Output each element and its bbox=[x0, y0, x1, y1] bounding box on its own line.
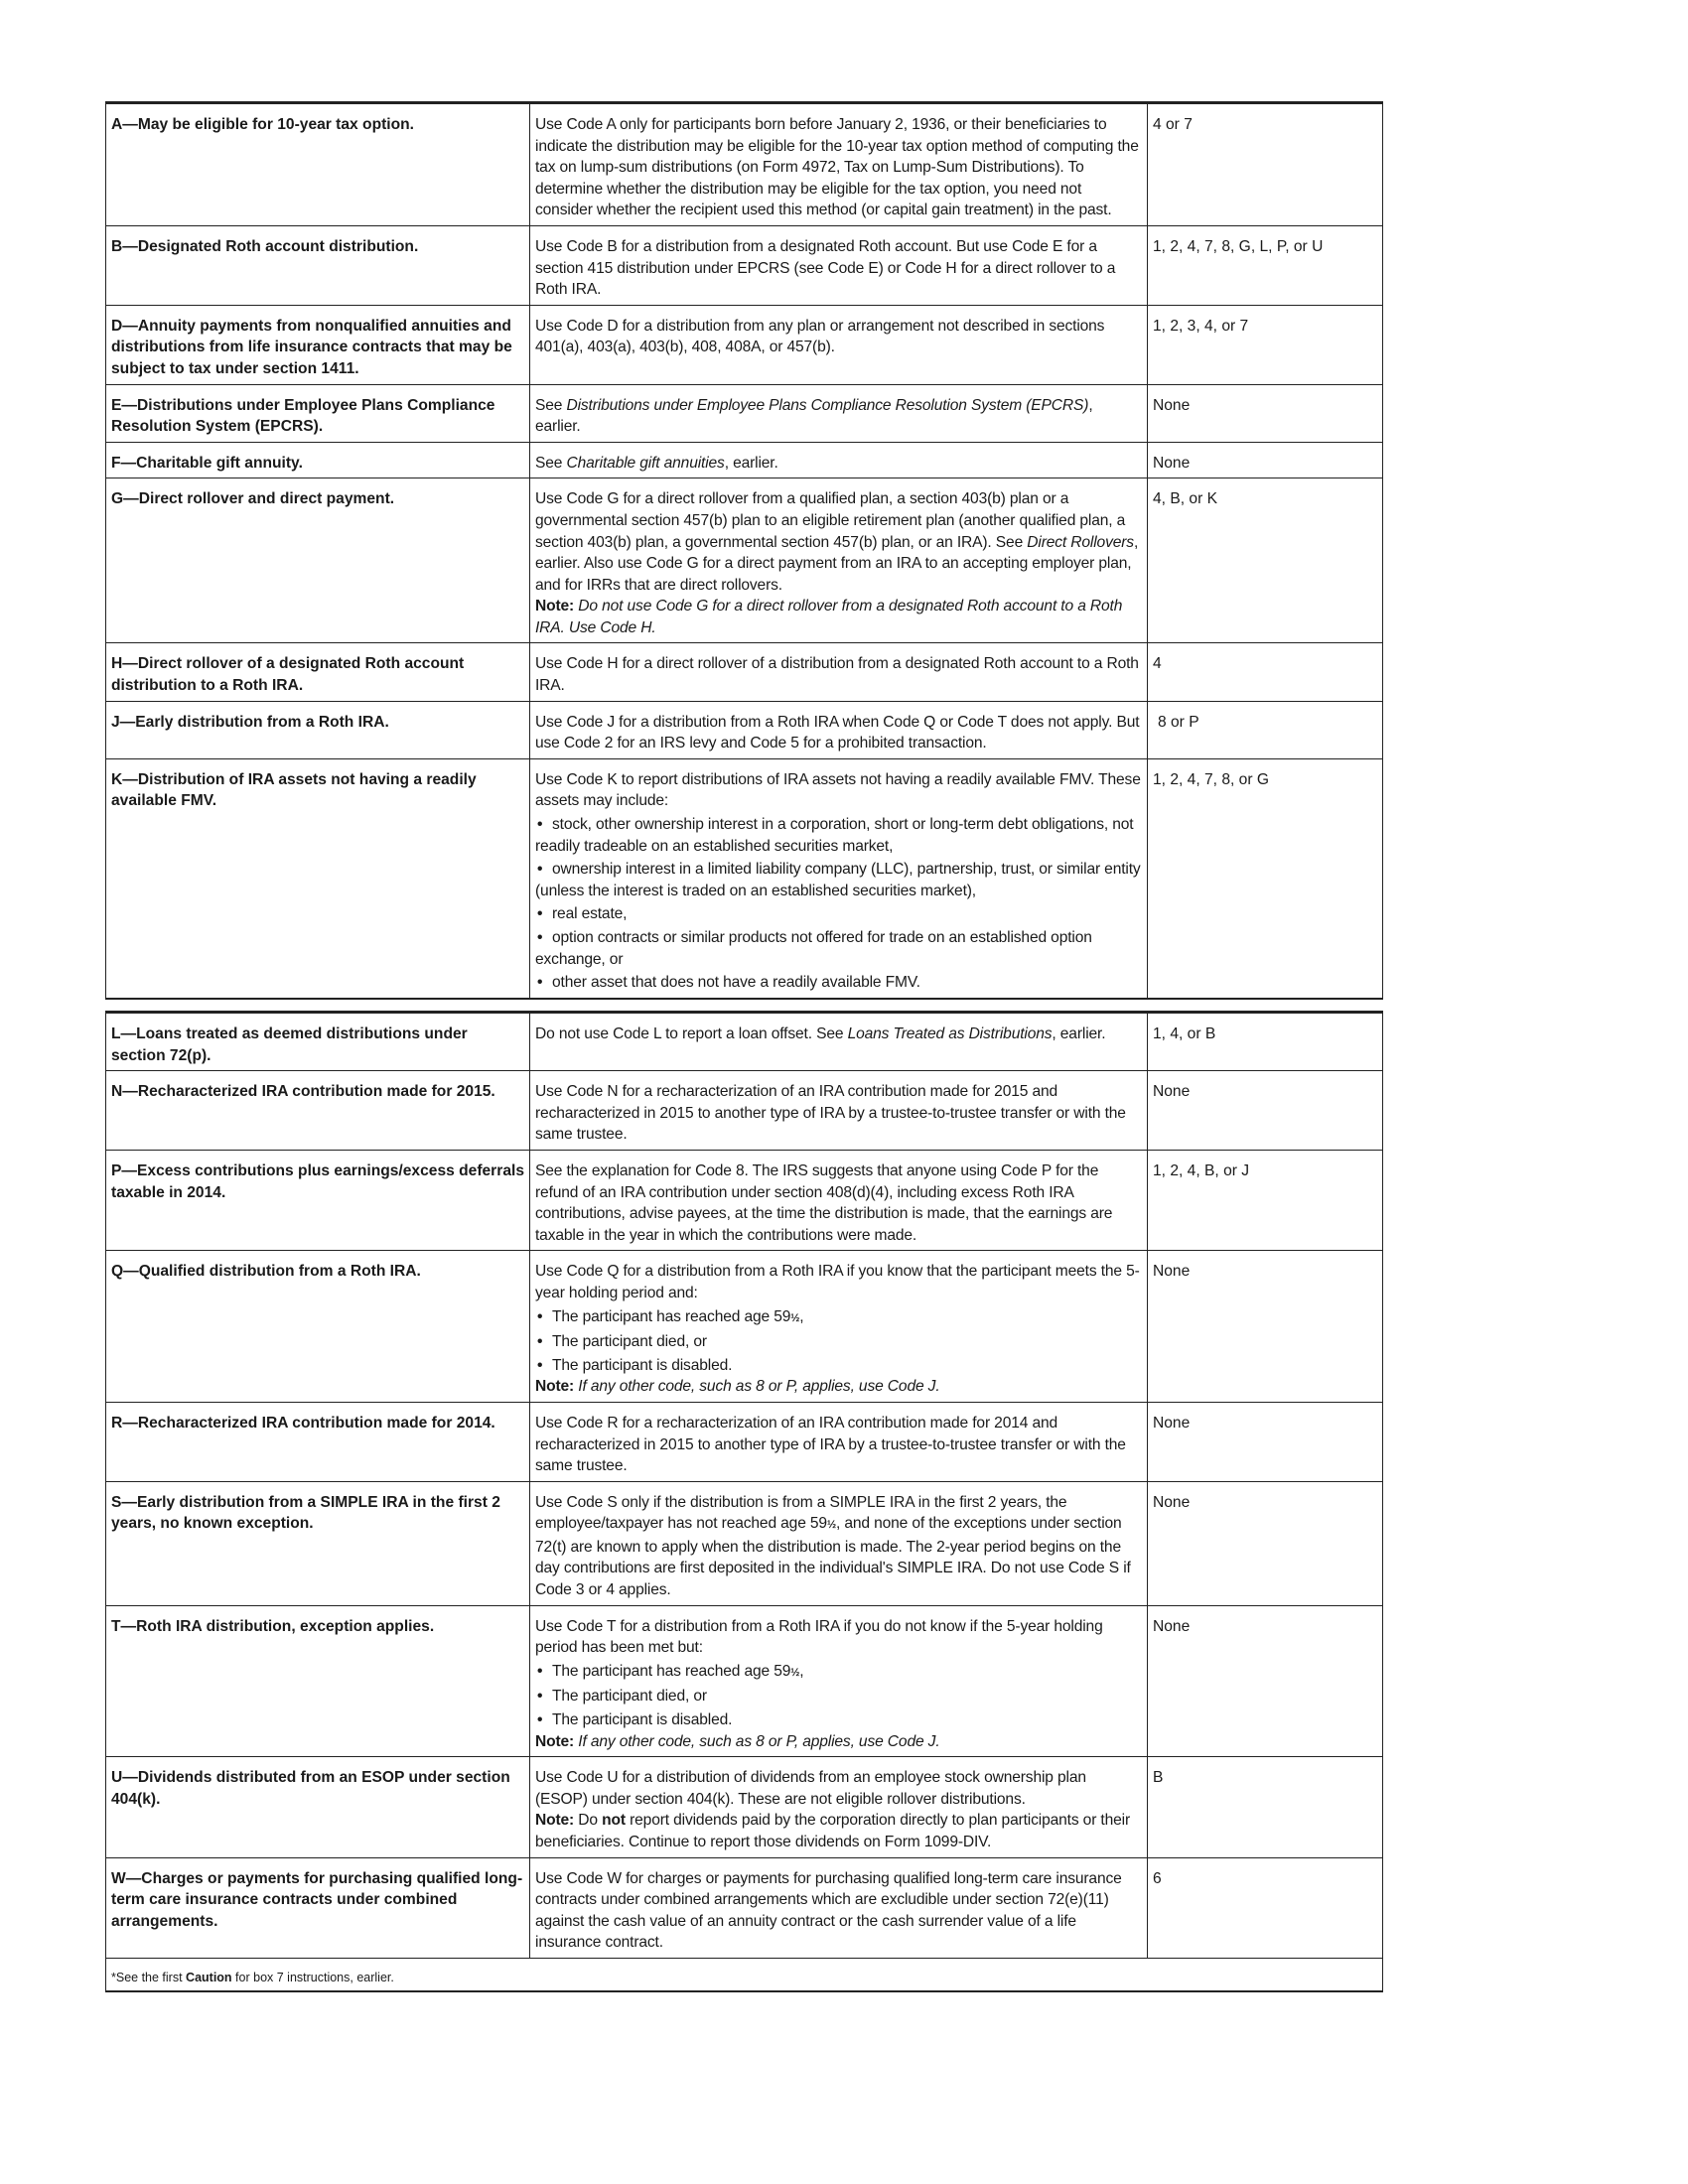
table-row bbox=[106, 305, 1383, 384]
table-row bbox=[106, 103, 1383, 226]
code-label: D—Annuity payments from nonqualified annuities and distributions from life insurance contracts that may be subject to tax under section 1411. bbox=[106, 305, 530, 384]
code-label: H—Direct rollover of a designated Roth account distribution to a Roth IRA. bbox=[106, 643, 530, 701]
note-text: If any other code, such as 8 or P, applies, use Code J. bbox=[578, 1378, 940, 1396]
list-item: • ownership interest in a limited liability company (LLC), partnership, trust, or similar entity (unless the interest is traded on an established securities market), bbox=[535, 859, 1142, 901]
table-row bbox=[106, 1013, 1383, 1071]
used-with-codes: 1, 2, 4, 7, 8, G, L, P, or U bbox=[1148, 225, 1383, 305]
used-with-codes: None bbox=[1148, 384, 1383, 442]
list-item: • The participant has reached age 59½, bbox=[535, 1661, 1142, 1685]
list-item: • option contracts or similar products not offered for trade on an established option exchange, or bbox=[535, 927, 1142, 970]
code-explanation: Use Code R for a recharacterization of an IRA contribution made for 2014 and recharacterized in 2015 to another type of IRA by a trustee-to-trustee transfer or with the same trustee. bbox=[530, 1402, 1148, 1481]
code-explanation: Use Code K to report distributions of IRA assets not having a readily available FMV. These assets may include: • stock, other ownership interest in a corporation, short or long-term debt obligations, not readily tradeable on an established securities market, • ownership interest in a limited liability company (LLC), partnership, trust, or similar entity (unless the interest is traded on an established securities market), • real estate, • option contracts or similar products not offered for trade on an established option exchange, or • other asset that does not have a readily available FMV. bbox=[530, 758, 1148, 998]
used-with-codes: None bbox=[1148, 442, 1383, 478]
used-with-codes: None bbox=[1148, 1071, 1383, 1151]
code-label: L—Loans treated as deemed distributions under section 72(p). bbox=[106, 1013, 530, 1071]
code-explanation: Use Code U for a distribution of dividends from an employee stock ownership plan (ESOP) under section 404(k). These are not eligible rollover distributions. Note: Do not report dividends paid by the corporation directly to plan participants or their beneficiaries. Continue to report those dividends on Form 1099-DIV. bbox=[530, 1757, 1148, 1857]
used-with-codes: B bbox=[1148, 1757, 1383, 1857]
code-label: P—Excess contributions plus earnings/excess deferrals taxable in 2014. bbox=[106, 1150, 530, 1250]
table-row bbox=[106, 1605, 1383, 1757]
list-item: • The participant died, or bbox=[535, 1686, 1142, 1707]
code-label: W—Charges or payments for purchasing qualified long-term care insurance contracts under combined arrangements. bbox=[106, 1857, 530, 1958]
code-explanation: See Distributions under Employee Plans Compliance Resolution System (EPCRS), earlier. bbox=[530, 384, 1148, 442]
used-with-codes: 4 bbox=[1148, 643, 1383, 701]
table-row bbox=[106, 478, 1383, 643]
table-row bbox=[106, 758, 1383, 998]
cross-reference: Distributions under Employee Plans Compliance Resolution System (EPCRS) bbox=[566, 396, 1089, 414]
note-label: Note: bbox=[535, 598, 575, 615]
list-item: • The participant is disabled. bbox=[535, 1355, 1142, 1377]
table-row bbox=[106, 384, 1383, 442]
note-text: Do not use Code G for a direct rollover from a designated Roth account to a Roth IRA. Use Code H. bbox=[535, 598, 1123, 636]
code-explanation: Do not use Code L to report a loan offset. See Loans Treated as Distributions, earlier. bbox=[530, 1013, 1148, 1071]
table-row bbox=[106, 1757, 1383, 1857]
table-row bbox=[106, 1481, 1383, 1605]
used-with-codes: None bbox=[1148, 1251, 1383, 1403]
code-label: T—Roth IRA distribution, exception applies. bbox=[106, 1605, 530, 1757]
used-with-codes: 4 or 7 bbox=[1148, 103, 1383, 226]
code-explanation: Use Code J for a distribution from a Roth IRA when Code Q or Code T does not apply. But use Code 2 for an IRS levy and Code 5 for a prohibited transaction. bbox=[530, 701, 1148, 758]
used-with-codes: 8 or P bbox=[1148, 701, 1383, 758]
code-label: A—May be eligible for 10-year tax option. bbox=[106, 103, 530, 226]
used-with-codes: 1, 2, 4, 7, 8, or G bbox=[1148, 758, 1383, 998]
code-label: K—Distribution of IRA assets not having a readily available FMV. bbox=[106, 758, 530, 998]
used-with-codes: 6 bbox=[1148, 1857, 1383, 1958]
table-row bbox=[106, 1251, 1383, 1403]
footnote: *See the first Caution for box 7 instructions, earlier. bbox=[106, 1958, 1383, 1991]
code-label: S—Early distribution from a SIMPLE IRA in the first 2 years, no known exception. bbox=[106, 1481, 530, 1605]
code-label: G—Direct rollover and direct payment. bbox=[106, 478, 530, 643]
code-explanation: Use Code N for a recharacterization of an IRA contribution made for 2015 and recharacterized in 2015 to another type of IRA by a trustee-to-trustee transfer or with the same trustee. bbox=[530, 1071, 1148, 1151]
list-item: • other asset that does not have a readily available FMV. bbox=[535, 972, 1142, 994]
table-row bbox=[106, 1857, 1383, 1958]
table-row bbox=[106, 1071, 1383, 1151]
distribution-codes-table-part-1 bbox=[105, 101, 1383, 1000]
used-with-codes: None bbox=[1148, 1402, 1383, 1481]
code-explanation: Use Code H for a direct rollover of a distribution from a designated Roth account to a Roth IRA. bbox=[530, 643, 1148, 701]
list-item: • real estate, bbox=[535, 903, 1142, 925]
cross-reference: Charitable gift annuities bbox=[566, 454, 725, 472]
note-label: Note: bbox=[535, 1378, 575, 1396]
list-item: • The participant is disabled. bbox=[535, 1709, 1142, 1731]
code-explanation: Use Code A only for participants born before January 2, 1936, or their beneficiaries to indicate the distribution may be eligible for the 10-year tax option method of computing the tax on lump-sum distributions (on Form 4972, Tax on Lump-Sum Distributions). To determine whether the distribution may be eligible for the tax option, you need not consider whether the recipient used this method (or capital gain treatment) in the past. bbox=[530, 103, 1148, 226]
code-label: E—Distributions under Employee Plans Compliance Resolution System (EPCRS). bbox=[106, 384, 530, 442]
cross-reference: Loans Treated as Distributions bbox=[847, 1025, 1053, 1042]
table-row bbox=[106, 225, 1383, 305]
table-row bbox=[106, 442, 1383, 478]
note-label: Note: bbox=[535, 1812, 575, 1830]
used-with-codes: None bbox=[1148, 1605, 1383, 1757]
distribution-codes-table-part-2 bbox=[105, 1011, 1383, 1992]
code-explanation: Use Code Q for a distribution from a Roth IRA if you know that the participant meets the 5-year holding period and: • The participant has reached age 59½, • The participant died, or • The participant is disabled. Note: If any other code, such as 8 or P, applies, use Code J. bbox=[530, 1251, 1148, 1403]
used-with-codes: 4, B, or K bbox=[1148, 478, 1383, 643]
code-label: B—Designated Roth account distribution. bbox=[106, 225, 530, 305]
table-row bbox=[106, 1402, 1383, 1481]
table-row bbox=[106, 1150, 1383, 1250]
code-label: U—Dividends distributed from an ESOP under section 404(k). bbox=[106, 1757, 530, 1857]
used-with-codes: 1, 2, 3, 4, or 7 bbox=[1148, 305, 1383, 384]
footnote-row bbox=[106, 1958, 1383, 1991]
note-label: Note: bbox=[535, 1732, 575, 1750]
code-explanation: Use Code G for a direct rollover from a qualified plan, a section 403(b) plan or a governmental section 457(b) plan to an eligible retirement plan (another qualified plan, a section 403(b) plan, a governmental section 457(b) plan, or an IRA). See Direct Rollovers, earlier. Also use Code G for a direct payment from an IRA to an accepting employer plan, and for IRRs that are direct rollovers. Note: Do not use Code G for a direct rollover from a designated Roth account to a Roth IRA. Use Code H. bbox=[530, 478, 1148, 643]
table-row bbox=[106, 643, 1383, 701]
code-label: J—Early distribution from a Roth IRA. bbox=[106, 701, 530, 758]
code-label: N—Recharacterized IRA contribution made for 2015. bbox=[106, 1071, 530, 1151]
list-item: • The participant died, or bbox=[535, 1331, 1142, 1353]
code-explanation: Use Code S only if the distribution is from a SIMPLE IRA in the first 2 years, the employee/taxpayer has not reached age 59½, and none of the exceptions under section 72(t) are known to apply when the distribution is made. The 2-year period begins on the day contributions are first deposited in the individual's SIMPLE IRA. Do not use Code S if Code 3 or 4 applies. bbox=[530, 1481, 1148, 1605]
code-label: Q—Qualified distribution from a Roth IRA. bbox=[106, 1251, 530, 1403]
used-with-codes: 1, 4, or B bbox=[1148, 1013, 1383, 1071]
code-label: F—Charitable gift annuity. bbox=[106, 442, 530, 478]
table-row bbox=[106, 701, 1383, 758]
code-explanation: Use Code D for a distribution from any plan or arrangement not described in sections 401(a), 403(a), 403(b), 408, 408A, or 457(b). bbox=[530, 305, 1148, 384]
note-text: If any other code, such as 8 or P, applies, use Code J. bbox=[578, 1732, 940, 1750]
code-explanation: See Charitable gift annuities, earlier. bbox=[530, 442, 1148, 478]
code-explanation: Use Code B for a distribution from a designated Roth account. But use Code E for a section 415 distribution under EPCRS (see Code E) or Code H for a direct rollover to a Roth IRA. bbox=[530, 225, 1148, 305]
cross-reference: Direct Rollovers bbox=[1027, 533, 1134, 551]
code-label: R—Recharacterized IRA contribution made for 2014. bbox=[106, 1402, 530, 1481]
code-explanation: Use Code W for charges or payments for purchasing qualified long-term care insurance contracts under combined arrangements which are excludible under section 72(e)(11) against the cash value of an annuity contract or the cash surrender value of a life insurance contract. bbox=[530, 1857, 1148, 1958]
code-explanation: Use Code T for a distribution from a Roth IRA if you do not know if the 5-year holding period has been met but: • The participant has reached age 59½, • The participant died, or • The participant is disabled. Note: If any other code, such as 8 or P, applies, use Code J. bbox=[530, 1605, 1148, 1757]
used-with-codes: None bbox=[1148, 1481, 1383, 1605]
code-explanation: See the explanation for Code 8. The IRS suggests that anyone using Code P for the refund of an IRA contribution under section 408(d)(4), including excess Roth IRA contributions, advise payees, at the time the distribution is made, that the earnings are taxable in the year in which the contributions were made. bbox=[530, 1150, 1148, 1250]
list-item: • The participant has reached age 59½, bbox=[535, 1306, 1142, 1330]
used-with-codes: 1, 2, 4, B, or J bbox=[1148, 1150, 1383, 1250]
list-item: • stock, other ownership interest in a corporation, short or long-term debt obligations, not readily tradeable on an established securities market, bbox=[535, 814, 1142, 857]
